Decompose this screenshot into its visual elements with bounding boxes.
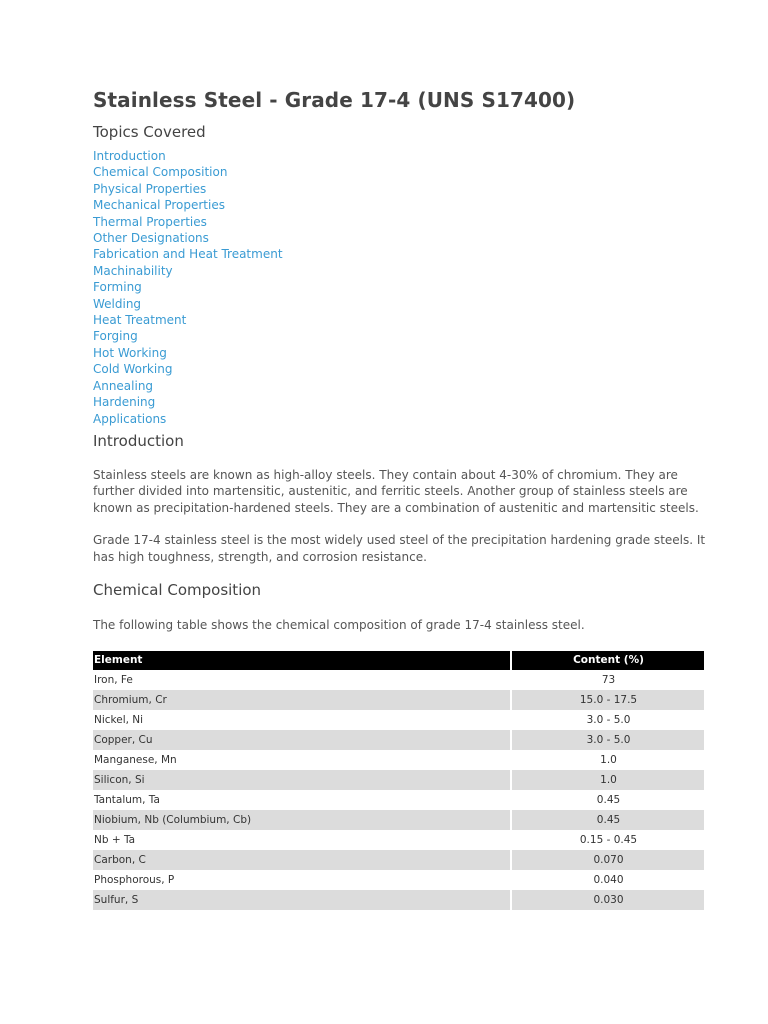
content-cell: 0.030 <box>512 890 704 910</box>
topic-item <box>93 279 708 295</box>
content-cell: 1.0 <box>512 770 704 790</box>
content-cell: 73 <box>601 673 616 686</box>
table-row <box>93 810 704 830</box>
article <box>93 88 708 910</box>
table-row <box>93 830 704 850</box>
content-cell: 3.0 - 5.0 <box>512 730 704 750</box>
table-row <box>93 870 704 890</box>
topic-link-introduction[interactable]: Introduction <box>93 149 166 163</box>
topic-link-machinability[interactable]: Machinability <box>93 263 173 278</box>
section-heading-chemical-composition: Chemical Composition <box>93 581 262 600</box>
topic-link-hot-working[interactable]: Hot Working <box>93 345 167 360</box>
element-cell: Chromium, Cr <box>93 690 510 710</box>
intro-paragraph-1: Stainless steels are known as high-alloy steels. They contain about 4-30% of chromium. They are further divided into martensitic, austenitic, and ferritic steels. Another group of stainless steels are known as precipitation-hardened steels. They are a combination of austenitic and martensitic steels. <box>93 467 699 515</box>
topic-link-forging[interactable]: Forging <box>93 329 138 344</box>
topic-item <box>93 197 708 213</box>
topic-link-physical-properties[interactable]: Physical Properties <box>93 181 207 196</box>
content-cell: 0.040 <box>593 873 624 886</box>
topic-link-welding[interactable]: Welding <box>93 296 142 311</box>
topics-heading: Topics Covered <box>93 123 206 141</box>
topic-item <box>93 230 708 246</box>
content-cell: 0.15 - 0.45 <box>579 833 638 846</box>
element-cell: Nickel, Ni <box>94 713 144 726</box>
element-cell: Phosphorous, P <box>94 873 175 886</box>
section-heading-introduction: Introduction <box>93 431 184 450</box>
topic-item <box>93 312 708 328</box>
topic-item <box>93 394 708 410</box>
topic-link-annealing[interactable]: Annealing <box>93 378 154 393</box>
element-cell: Copper, Cu <box>93 730 510 750</box>
topic-link-applications[interactable]: Applications <box>93 411 167 426</box>
topic-link-mechanical-properties[interactable]: Mechanical Properties <box>93 198 225 213</box>
table-row <box>93 890 704 910</box>
topic-item <box>93 328 708 344</box>
content-cell: 15.0 - 17.5 <box>512 690 704 710</box>
table-row <box>93 790 704 810</box>
column-header-element: Element <box>93 651 510 670</box>
topic-item <box>93 411 708 427</box>
topic-link-thermal-properties[interactable]: Thermal Properties <box>93 214 207 229</box>
table-row <box>93 670 704 690</box>
topic-link-chemical-composition[interactable]: Chemical Composition <box>93 165 228 180</box>
topic-item <box>93 263 708 279</box>
topic-item <box>93 164 708 180</box>
content-cell: 0.45 <box>512 810 704 830</box>
element-cell: Carbon, C <box>93 850 510 870</box>
content-cell: 0.070 <box>512 850 704 870</box>
table-row <box>93 710 704 730</box>
content-cell: 0.45 <box>596 793 621 806</box>
element-cell: Sulfur, S <box>93 890 510 910</box>
topic-link-cold-working[interactable]: Cold Working <box>93 362 173 377</box>
topic-link-hardening[interactable]: Hardening <box>93 395 156 410</box>
content-cell: 3.0 - 5.0 <box>586 713 631 726</box>
table-row <box>93 850 704 870</box>
element-cell: Tantalum, Ta <box>94 793 160 806</box>
topic-item <box>93 181 708 197</box>
topic-item <box>93 296 708 312</box>
element-cell: Manganese, Mn <box>94 753 177 766</box>
intro-paragraph-2: Grade 17-4 stainless steel is the most widely used steel of the precipitation hardening grade steels. It has high toughness, strength, and corrosion resistance. <box>93 533 706 564</box>
element-cell: Silicon, Si <box>93 770 510 790</box>
topic-link-heat-treatment[interactable]: Heat Treatment <box>93 313 187 328</box>
topic-link-other-designations[interactable]: Other Designations <box>93 231 209 246</box>
topic-item <box>93 246 708 262</box>
element-cell: Iron, Fe <box>94 673 133 686</box>
table-row <box>93 730 704 750</box>
page-title: Stainless Steel - Grade 17-4 (UNS S17400) <box>93 88 576 112</box>
topic-link-forming[interactable]: Forming <box>93 280 142 295</box>
topic-item <box>93 378 708 394</box>
composition-table <box>91 651 706 910</box>
topic-item <box>93 361 708 377</box>
topic-item <box>93 345 708 361</box>
chem-paragraph: The following table shows the chemical composition of grade 17-4 stainless steel. <box>93 618 585 633</box>
element-cell: Nb + Ta <box>94 833 136 846</box>
table-row <box>93 750 704 770</box>
content-cell: 1.0 <box>600 753 617 766</box>
table-row <box>93 690 704 710</box>
topic-link-fabrication[interactable]: Fabrication and Heat Treatment <box>93 247 283 262</box>
table-row <box>93 770 704 790</box>
topic-item <box>93 214 708 230</box>
table-header-row <box>93 651 704 670</box>
element-cell: Niobium, Nb (Columbium, Cb) <box>93 810 510 830</box>
column-header-content: Content (%) <box>512 651 704 670</box>
topic-item <box>93 148 708 164</box>
topics-list <box>93 148 708 427</box>
